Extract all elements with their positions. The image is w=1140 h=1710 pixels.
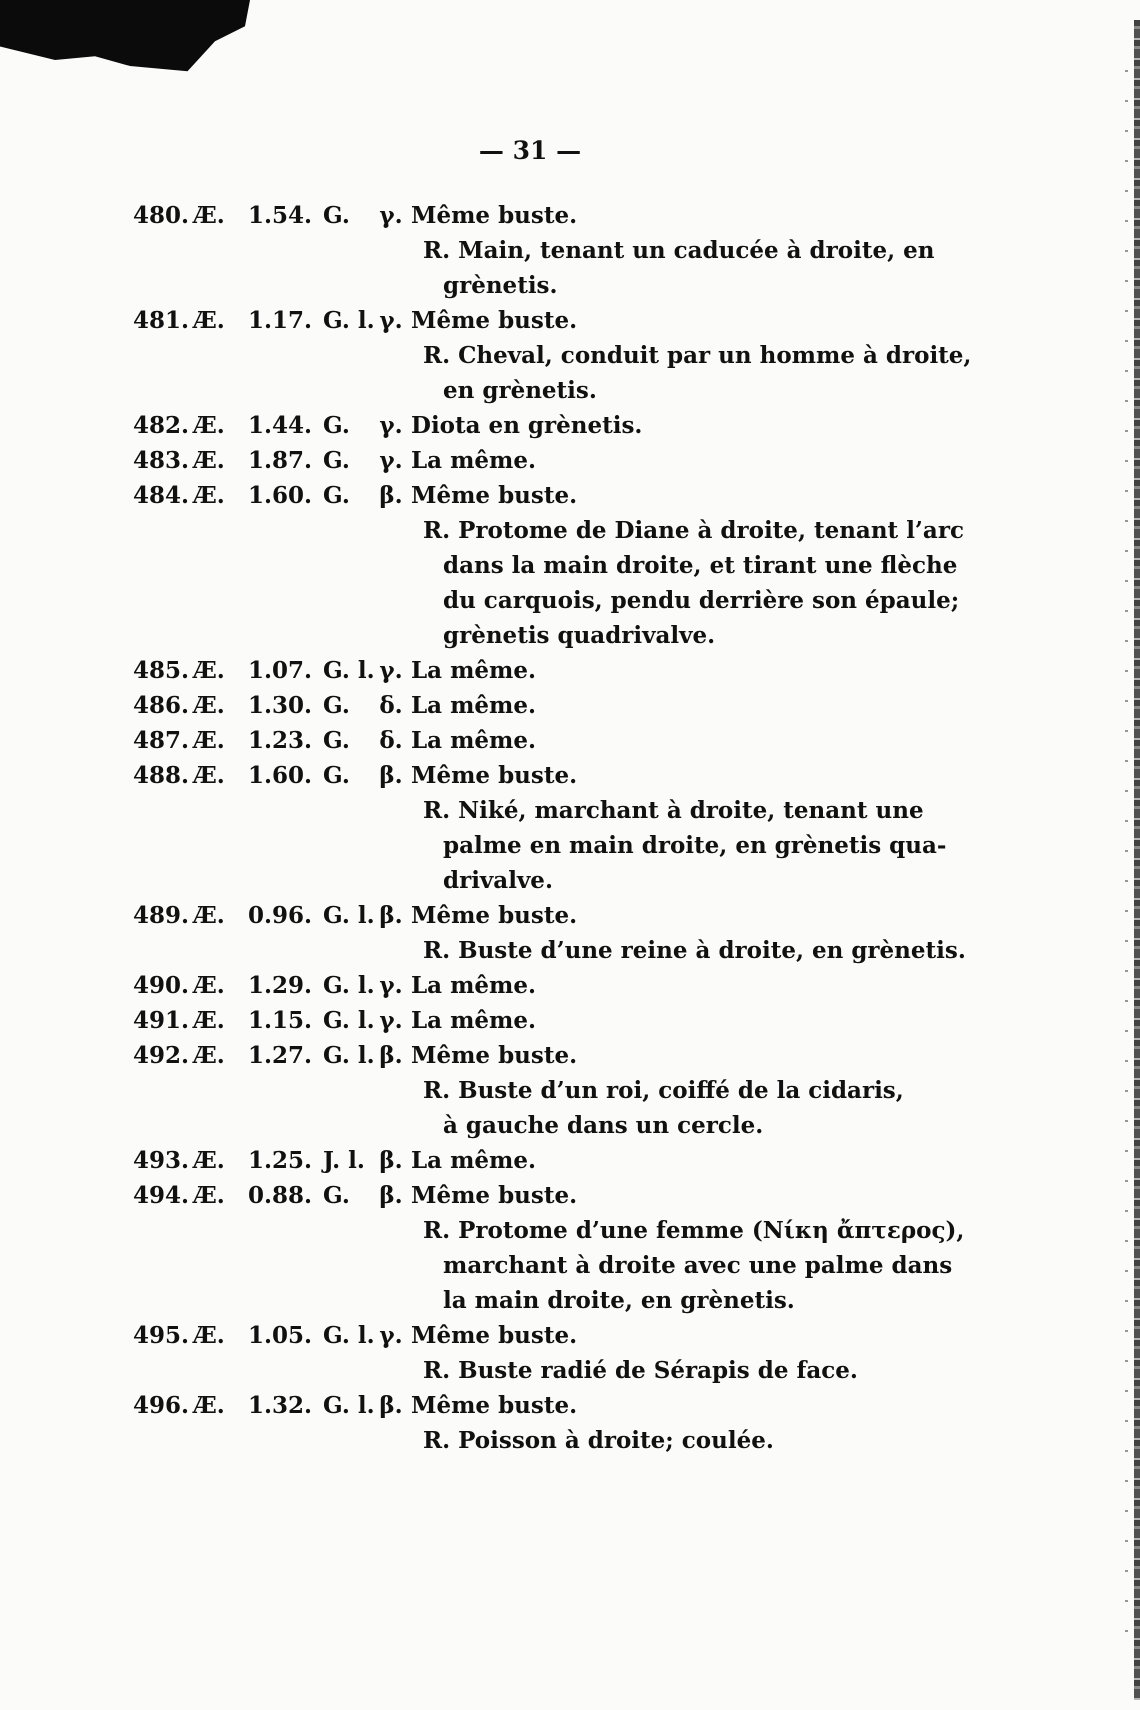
entry-conservation: G. l. — [323, 1042, 375, 1069]
entry-size: β. — [379, 482, 403, 509]
entry-obverse: Même buste. — [411, 902, 578, 929]
entry-conservation: G. — [323, 1182, 350, 1209]
entry-number: 487. — [133, 727, 190, 754]
entry-reverse: R. Poisson à droite; coulée. — [423, 1427, 774, 1454]
entry-header-line — [133, 1388, 963, 1423]
entry-metal: Æ. — [193, 1007, 225, 1034]
entry-number: 488. — [133, 762, 190, 789]
entry-reverse-continuation: à gauche dans un cercle. — [443, 1112, 764, 1139]
entry-weight: 1.23. — [248, 727, 313, 754]
entry-header-line — [133, 723, 963, 758]
entry-weight: 1.60. — [248, 482, 313, 509]
entry-metal: Æ. — [193, 307, 225, 334]
entry-obverse: Même buste. — [411, 307, 578, 334]
entry-obverse: La même. — [411, 727, 537, 754]
catalogue-entry — [133, 968, 963, 1003]
entry-number: 485. — [133, 657, 190, 684]
catalogue-entry — [133, 303, 972, 408]
entry-reverse: R. Buste radié de Sérapis de face. — [423, 1357, 858, 1384]
catalogue-entry — [133, 198, 963, 303]
entry-header-line — [133, 1178, 963, 1213]
coin-catalogue-list — [133, 198, 972, 1458]
entry-obverse: La même. — [411, 657, 537, 684]
entry-metal: Æ. — [193, 1042, 225, 1069]
entry-header-line — [133, 898, 963, 933]
entry-number: 484. — [133, 482, 190, 509]
entry-conservation: J. l. — [323, 1147, 365, 1174]
entry-size: β. — [379, 1147, 403, 1174]
entry-metal: Æ. — [193, 1147, 225, 1174]
entry-weight: 1.25. — [248, 1147, 313, 1174]
entry-reverse: R. Buste d’une reine à droite, en grènetis. — [423, 937, 966, 964]
entry-reverse: R. Protome d’une femme (Νίκη ἄπτερος), — [423, 1217, 965, 1244]
catalogue-entry — [133, 1318, 963, 1388]
entry-obverse: La même. — [411, 972, 537, 999]
entry-reverse: R. Buste d’un roi, coiffé de la cidaris, — [423, 1077, 904, 1104]
entry-reverse-continuation: en grènetis. — [443, 377, 597, 404]
entry-size: γ. — [379, 202, 403, 229]
entry-number: 483. — [133, 447, 190, 474]
entry-reverse-continuation: marchant à droite avec une palme dans — [443, 1252, 953, 1279]
entry-size: β. — [379, 1392, 403, 1419]
entry-header-line — [133, 1318, 963, 1353]
entry-obverse: Même buste. — [411, 1042, 578, 1069]
entry-number: 492. — [133, 1042, 190, 1069]
entry-size: β. — [379, 762, 403, 789]
entry-header-line — [133, 1038, 963, 1073]
entry-weight: 1.29. — [248, 972, 313, 999]
entry-metal: Æ. — [193, 1182, 225, 1209]
entry-metal: Æ. — [193, 412, 225, 439]
entry-obverse: Même buste. — [411, 202, 578, 229]
catalogue-entry — [133, 898, 966, 968]
catalogue-entry — [133, 1178, 963, 1318]
entry-reverse-continuation: du carquois, pendu derrière son épaule; — [443, 587, 960, 614]
catalogue-entry — [133, 1388, 963, 1458]
entry-metal: Æ. — [193, 692, 225, 719]
entry-header-line — [133, 198, 963, 233]
entry-number: 494. — [133, 1182, 190, 1209]
entry-conservation: G. l. — [323, 1007, 375, 1034]
entry-number: 491. — [133, 1007, 190, 1034]
entry-weight: 0.96. — [248, 902, 313, 929]
entry-header-line — [133, 1143, 963, 1178]
entry-conservation: G. — [323, 727, 350, 754]
entry-reverse: R. Cheval, conduit par un homme à droite, — [423, 342, 972, 369]
page-number: — 31 — — [478, 136, 582, 165]
entry-conservation: G. — [323, 412, 350, 439]
entry-metal: Æ. — [193, 1322, 225, 1349]
entry-obverse: Même buste. — [411, 1322, 578, 1349]
entry-conservation: G. — [323, 447, 350, 474]
entry-header-line — [133, 688, 963, 723]
entry-weight: 1.15. — [248, 1007, 313, 1034]
catalogue-entry — [133, 653, 963, 688]
entry-size: δ. — [379, 692, 403, 719]
entry-header-line — [133, 968, 963, 1003]
entry-conservation: G. — [323, 692, 350, 719]
entry-metal: Æ. — [193, 972, 225, 999]
entry-size: γ. — [379, 447, 403, 474]
entry-number: 490. — [133, 972, 190, 999]
entry-obverse: La même. — [411, 692, 537, 719]
entry-size: β. — [379, 902, 403, 929]
entry-metal: Æ. — [193, 902, 225, 929]
entry-metal: Æ. — [193, 657, 225, 684]
entry-size: β. — [379, 1042, 403, 1069]
entry-weight: 1.44. — [248, 412, 313, 439]
entry-header-line — [133, 653, 963, 688]
entry-metal: Æ. — [193, 202, 225, 229]
entry-header-line — [133, 478, 963, 513]
entry-conservation: G. l. — [323, 972, 375, 999]
entry-metal: Æ. — [193, 447, 225, 474]
entry-reverse-continuation: la main droite, en grènetis. — [443, 1287, 795, 1314]
entry-weight: 1.05. — [248, 1322, 313, 1349]
entry-weight: 1.07. — [248, 657, 313, 684]
entry-size: γ. — [379, 657, 403, 684]
catalogue-entry — [133, 443, 963, 478]
entry-conservation: G. l. — [323, 657, 375, 684]
catalogue-entry — [133, 723, 963, 758]
catalogue-entry — [133, 1038, 963, 1143]
entry-weight: 1.30. — [248, 692, 313, 719]
entry-reverse: R. Niké, marchant à droite, tenant une — [423, 797, 924, 824]
entry-metal: Æ. — [193, 482, 225, 509]
entry-reverse: R. Protome de Diane à droite, tenant l’arc — [423, 517, 964, 544]
catalogue-entry — [133, 758, 963, 898]
entry-number: 493. — [133, 1147, 190, 1174]
scan-page-edge — [1134, 20, 1140, 1700]
entry-obverse: Diota en grènetis. — [411, 412, 643, 439]
entry-weight: 1.27. — [248, 1042, 313, 1069]
entry-obverse: Même buste. — [411, 482, 578, 509]
entry-number: 481. — [133, 307, 190, 334]
entry-header-line — [133, 758, 963, 793]
entry-header-line — [133, 408, 963, 443]
entry-number: 495. — [133, 1322, 190, 1349]
catalogue-entry — [133, 688, 963, 723]
entry-size: β. — [379, 1182, 403, 1209]
entry-obverse: La même. — [411, 1147, 537, 1174]
entry-reverse: R. Main, tenant un caducée à droite, en — [423, 237, 935, 264]
entry-metal: Æ. — [193, 762, 225, 789]
entry-conservation: G. l. — [323, 307, 375, 334]
entry-size: γ. — [379, 972, 403, 999]
entry-conservation: G. — [323, 202, 350, 229]
entry-size: γ. — [379, 307, 403, 334]
entry-reverse-continuation: grènetis. — [443, 272, 558, 299]
entry-conservation: G. — [323, 482, 350, 509]
catalogue-entry — [133, 1003, 963, 1038]
entry-header-line — [133, 303, 963, 338]
entry-number: 489. — [133, 902, 190, 929]
entry-size: γ. — [379, 412, 403, 439]
entry-conservation: G. — [323, 762, 350, 789]
entry-size: γ. — [379, 1322, 403, 1349]
entry-obverse: La même. — [411, 1007, 537, 1034]
entry-metal: Æ. — [193, 727, 225, 754]
entry-weight: 1.87. — [248, 447, 313, 474]
entry-conservation: G. l. — [323, 1392, 375, 1419]
entry-weight: 1.32. — [248, 1392, 313, 1419]
scan-ink-blot — [0, 0, 250, 75]
catalogue-entry — [133, 478, 963, 653]
catalogue-entry — [133, 408, 963, 443]
entry-obverse: Même buste. — [411, 1392, 578, 1419]
entry-obverse: Même buste. — [411, 762, 578, 789]
entry-weight: 1.17. — [248, 307, 313, 334]
entry-reverse-continuation: dans la main droite, et tirant une flèche — [443, 552, 958, 579]
entry-reverse-continuation: drivalve. — [443, 867, 553, 894]
entry-number: 482. — [133, 412, 190, 439]
entry-obverse: Même buste. — [411, 1182, 578, 1209]
entry-reverse-continuation: grènetis quadrivalve. — [443, 622, 716, 649]
entry-weight: 1.54. — [248, 202, 313, 229]
entry-number: 480. — [133, 202, 190, 229]
entry-obverse: La même. — [411, 447, 537, 474]
entry-header-line — [133, 1003, 963, 1038]
scan-page-edge-shadow — [1125, 60, 1128, 1660]
catalogue-entry — [133, 1143, 963, 1178]
entry-number: 486. — [133, 692, 190, 719]
entry-reverse-continuation: palme en main droite, en grènetis qua- — [443, 832, 947, 859]
entry-conservation: G. l. — [323, 1322, 375, 1349]
entry-metal: Æ. — [193, 1392, 225, 1419]
entry-conservation: G. l. — [323, 902, 375, 929]
entry-weight: 0.88. — [248, 1182, 313, 1209]
entry-size: γ. — [379, 1007, 403, 1034]
entry-weight: 1.60. — [248, 762, 313, 789]
entry-number: 496. — [133, 1392, 190, 1419]
entry-header-line — [133, 443, 963, 478]
entry-size: δ. — [379, 727, 403, 754]
